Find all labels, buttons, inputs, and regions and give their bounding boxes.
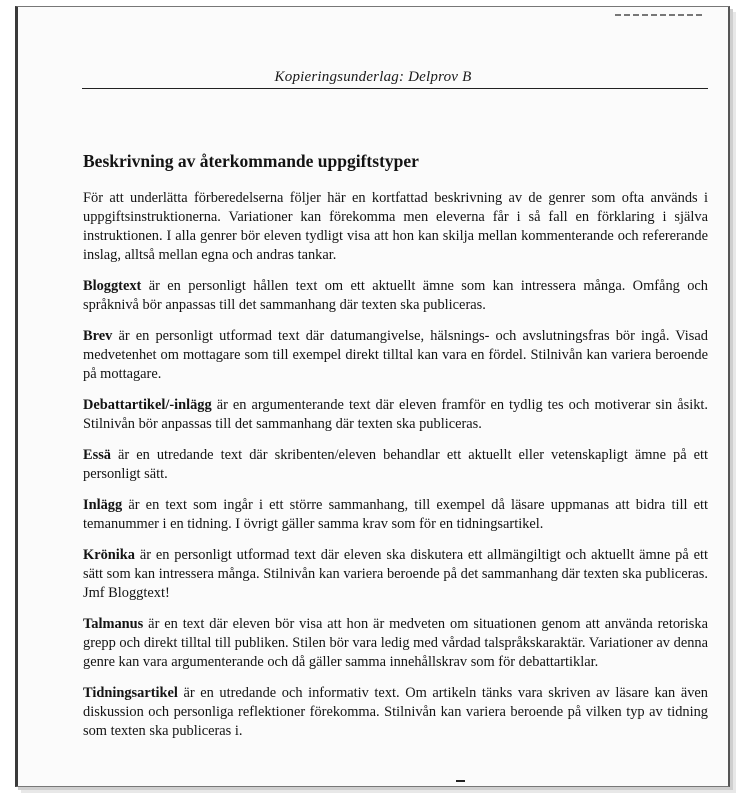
- genre-description: är en utredande text där skribenten/eleven behandlar ett aktuellt eller vetenskapligt ämne på ett personligt sätt.: [83, 446, 708, 482]
- page-header: Kopieringsunderlag: Delprov B: [274, 69, 472, 85]
- genre-term: Brev: [83, 327, 113, 344]
- genre-description: är en text som ingår i ett större sammanhang, till exempel då läsare uppmanas att bidra till ett temanummer i en tidning. I övrigt gäller samma krav som för en tidningsartikel.: [83, 496, 708, 532]
- document-title: Beskrivning av återkommande uppgiftstyper: [83, 151, 419, 171]
- scan-artifact-footer-mark: [456, 780, 465, 782]
- genre-description: är en personligt utformad text där eleven ska diskutera ett allmängiltigt och aktuellt ämne på ett sätt som kan intressera många. Stilnivån kan variera beroende på det sammanhang där texten ska publiceras. Jmf Bloggtext!: [83, 546, 708, 601]
- document-content: [83, 151, 708, 753]
- genre-paragraph-tidningsartikel: [83, 684, 708, 741]
- genre-description: är en utredande och informativ text. Om artikeln tänks vara skriven av läsare kan även diskussion och personliga reflektioner förekomma. Stilnivån kan variera beroende på vilken typ av tidning som texten ska publiceras i.: [83, 684, 708, 739]
- intro-paragraph: För att underlätta förberedelserna följer här en kortfattad beskrivning av de genrer som ofta används i uppgiftsinstruktionerna. Variationer kan förekomma men eleverna får i så fall en förklaring i själva instruktionen. I alla genrer bör eleven tydligt visa att hon kan skilja mellan kommenterande och refererande inslag, alltså mellan egna och andras tankar.: [83, 189, 708, 263]
- genre-description: är en personligt hållen text om ett aktuellt ämne som kan intressera många. Omfång och språknivå bör anpassas till det sammanhang där texten ska publiceras.: [83, 277, 708, 313]
- genre-paragraph-brev: [83, 327, 708, 384]
- header-rule: [82, 88, 708, 89]
- genre-paragraph-debattartikel: [83, 396, 708, 434]
- genre-term: Inlägg: [83, 496, 123, 513]
- genre-description: är en argumenterande text där eleven framför en tydlig tes och motiverar sin åsikt. Stilnivån bör anpassas till det sammanhang där texten ska publiceras.: [83, 396, 708, 432]
- genre-term: Tidningsartikel: [83, 684, 178, 701]
- genre-paragraph-essa: [83, 446, 708, 484]
- genre-term: Debattartikel/-inlägg: [83, 396, 212, 413]
- genre-paragraph-talmanus: [83, 615, 708, 672]
- genre-term: Essä: [83, 446, 111, 463]
- genre-paragraph-kronika: [83, 546, 708, 603]
- scan-artifact-mark: [615, 14, 703, 16]
- genre-paragraph-bloggtext: [83, 277, 708, 315]
- genre-paragraph-inlagg: [83, 496, 708, 534]
- scanned-page: [15, 6, 730, 787]
- genre-description: är en text där eleven bör visa att hon är medveten om situationen genom att använda retoriska grepp och direkt tilltal till publiken. Stilen bör vara ledig med vårdad talspråkskaraktär. Variationer av denna genre kan vara argumenterande och då gäller samma innehållskrav som för debattartiklar.: [83, 615, 708, 670]
- genre-term: Krönika: [83, 546, 135, 563]
- genre-term: Talmanus: [83, 615, 144, 632]
- genre-term: Bloggtext: [83, 277, 142, 294]
- genre-description: är en personligt utformad text där datumangivelse, hälsnings- och avslutningsfras bör ingå. Visad medvetenhet om mottagare som till exempel direkt tilltal kan vara en fördel. Stilnivån kan variera beroende på mottagare.: [83, 327, 708, 382]
